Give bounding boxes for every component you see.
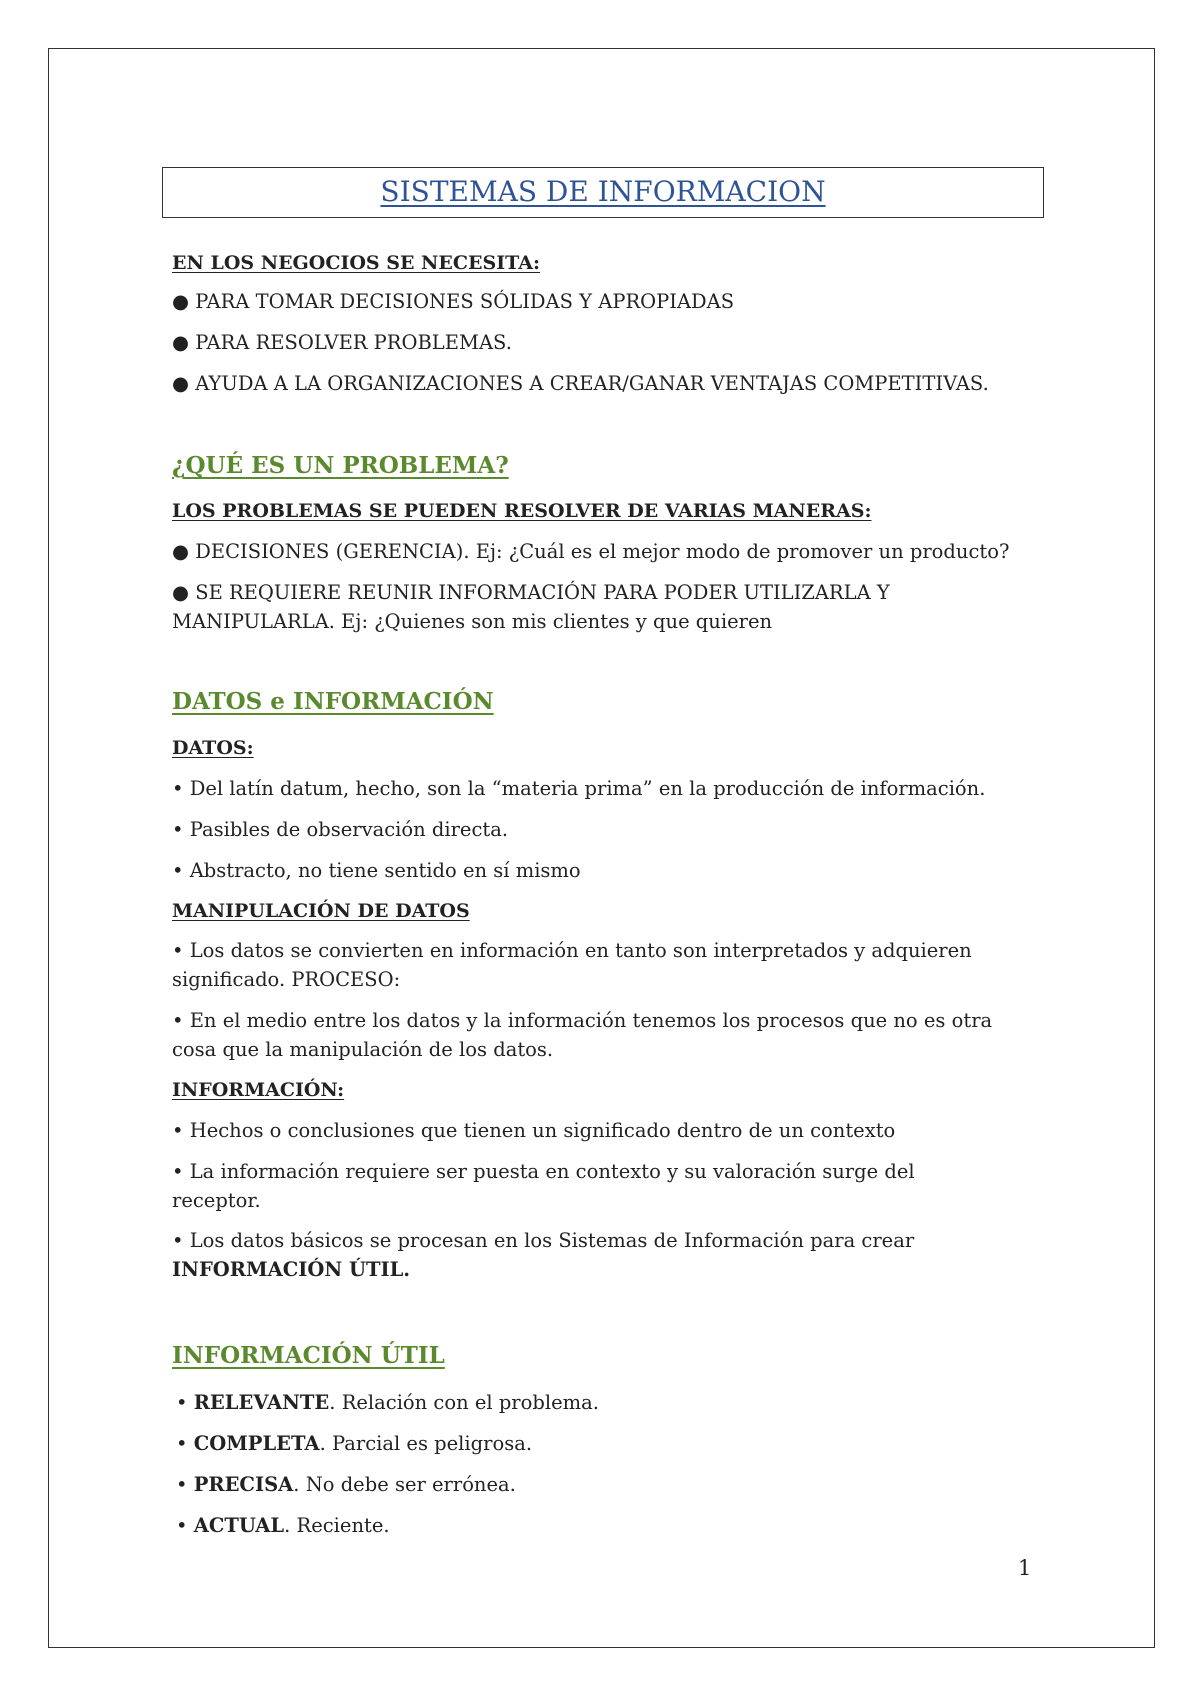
informacion-heading: INFORMACIÓN: bbox=[172, 1079, 345, 1101]
negocios-item: ● PARA RESOLVER PROBLEMAS. bbox=[172, 331, 512, 354]
manipulacion-heading: MANIPULACIÓN DE DATOS bbox=[172, 900, 470, 922]
problemas-item: ● SE REQUIERE REUNIR INFORMACIÓN PARA PODER UTILIZARLA Y bbox=[172, 581, 890, 604]
util-item bbox=[176, 1514, 390, 1538]
document-title: SISTEMAS DE INFORMACION bbox=[380, 175, 826, 208]
util-item-description: . Reciente. bbox=[284, 1514, 390, 1537]
util-item-bullet: • bbox=[176, 1514, 194, 1537]
informacion-item-continuation: receptor. bbox=[172, 1189, 261, 1212]
util-item-description: . Parcial es peligrosa. bbox=[319, 1432, 533, 1455]
manipulacion-item-continuation: cosa que la manipulación de los datos. bbox=[172, 1038, 554, 1061]
datos-heading: DATOS: bbox=[172, 737, 254, 759]
negocios-item: ● PARA TOMAR DECISIONES SÓLIDAS Y APROPIADAS bbox=[172, 290, 735, 313]
util-item bbox=[176, 1473, 516, 1497]
datos-informacion-title: DATOS e INFORMACIÓN bbox=[172, 688, 494, 715]
manipulacion-item: • En el medio entre los datos y la información tenemos los procesos que no es otra bbox=[172, 1009, 993, 1032]
util-item-term: ACTUAL bbox=[193, 1514, 285, 1537]
problemas-item: ● DECISIONES (GERENCIA). Ej: ¿Cuál es el mejor modo de promover un producto? bbox=[172, 540, 1010, 563]
datos-item: • Abstracto, no tiene sentido en sí mismo bbox=[172, 859, 581, 882]
util-item-bullet: • bbox=[176, 1432, 194, 1455]
util-item-term: PRECISA bbox=[193, 1473, 294, 1496]
util-item-term: COMPLETA bbox=[193, 1432, 320, 1455]
datos-item: • Del latín datum, hecho, son la “materia prima” en la producción de información. bbox=[172, 777, 986, 800]
util-item-description: . No debe ser errónea. bbox=[293, 1473, 516, 1496]
negocios-heading: EN LOS NEGOCIOS SE NECESITA: bbox=[172, 252, 540, 274]
informacion-item: • Hechos o conclusiones que tienen un significado dentro de un contexto bbox=[172, 1119, 896, 1142]
informacion-item: • La información requiere ser puesta en contexto y su valoración surge del bbox=[172, 1160, 915, 1183]
informacion-item-continuation: INFORMACIÓN ÚTIL. bbox=[172, 1258, 411, 1281]
negocios-item: ● AYUDA A LA ORGANIZACIONES A CREAR/GANAR VENTAJAS COMPETITIVAS. bbox=[172, 372, 989, 395]
util-item-term: RELEVANTE bbox=[193, 1391, 330, 1414]
util-item-description: . Relación con el problema. bbox=[329, 1391, 599, 1414]
manipulacion-item: • Los datos se convierten en información en tanto son interpretados y adquieren bbox=[172, 939, 972, 962]
informacion-item: • Los datos básicos se procesan en los Sistemas de Información para crear bbox=[172, 1229, 915, 1252]
page-number: 1 bbox=[1018, 1556, 1032, 1580]
util-item-bullet: • bbox=[176, 1473, 194, 1496]
manipulacion-item-continuation: significado. PROCESO: bbox=[172, 968, 401, 991]
util-item-bullet: • bbox=[176, 1391, 194, 1414]
title-box bbox=[162, 167, 1044, 218]
problema-title: ¿QUÉ ES UN PROBLEMA? bbox=[172, 452, 509, 479]
problemas-item-continuation: MANIPULARLA. Ej: ¿Quienes son mis clientes y que quieren bbox=[172, 610, 773, 633]
problemas-heading: LOS PROBLEMAS SE PUEDEN RESOLVER DE VARIAS MANERAS: bbox=[172, 500, 872, 522]
datos-item: • Pasibles de observación directa. bbox=[172, 818, 509, 841]
util-item bbox=[176, 1432, 532, 1456]
informacion-util-title: INFORMACIÓN ÚTIL bbox=[172, 1342, 445, 1369]
util-item bbox=[176, 1391, 599, 1415]
